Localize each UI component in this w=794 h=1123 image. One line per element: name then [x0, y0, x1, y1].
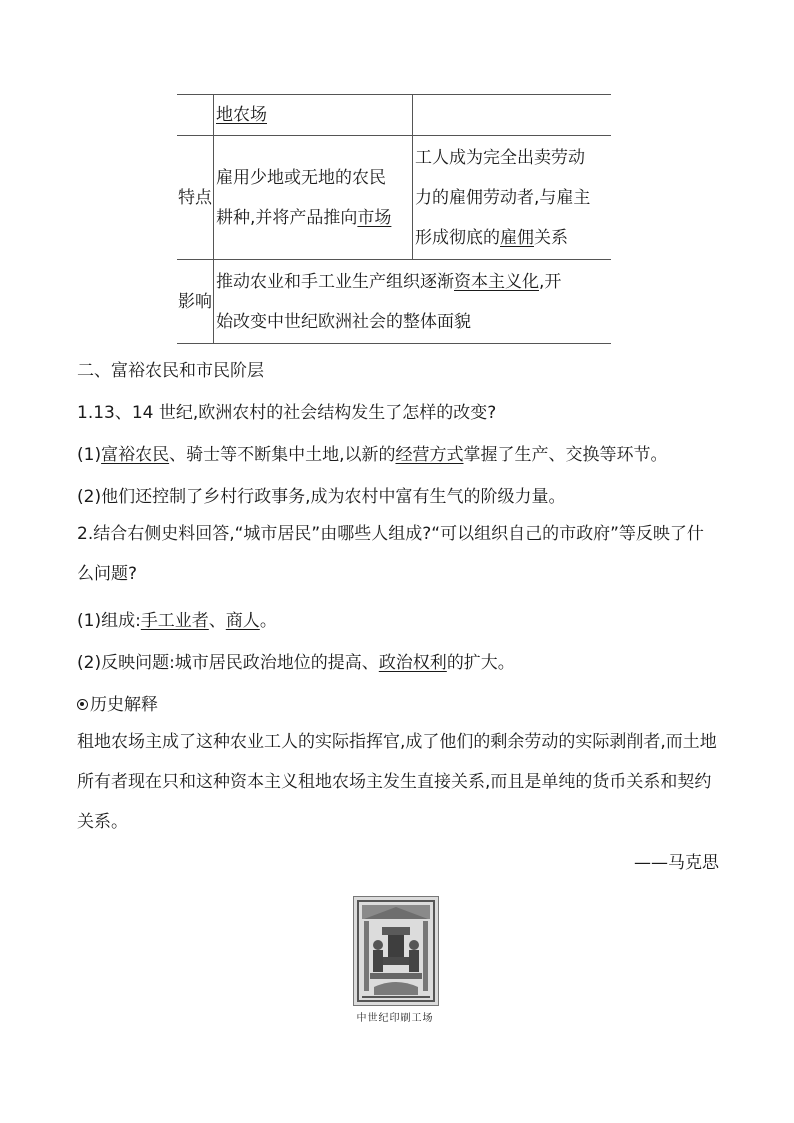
table-cell [413, 136, 612, 260]
figure-caption: 中世纪印刷工场 [356, 1013, 434, 1024]
table-cell [214, 95, 413, 136]
table-row [177, 260, 611, 344]
table-cell-label: 特点 [177, 136, 214, 260]
underlined-text: 雇佣 [500, 227, 534, 248]
answer-1-1: (1)富裕农民、骑士等不断集中土地,以新的经营方式掌握了生产、交换等环节。 [77, 445, 668, 465]
answer-2-1: (1)组成:手工业者、商人。 [77, 611, 277, 631]
underlined-text: 地农场 [216, 105, 267, 125]
table-cell-label: 影响 [177, 260, 214, 344]
table-cell [214, 136, 413, 260]
underlined-text: 政治权利 [378, 653, 447, 673]
cell-line: 耕种,并将产品推向市场 [216, 207, 392, 228]
answer-2-2: (2)反映问题:城市居民政治地位的提高、政治权利的扩大。 [77, 653, 515, 673]
table-row [177, 136, 611, 260]
printing-workshop-illustration [353, 896, 439, 1006]
table-row [177, 95, 611, 136]
quote-attribution: ——马克思 [634, 853, 719, 873]
underlined-text: 经营方式 [395, 445, 464, 465]
cell-line: 力的雇佣劳动者,与雇主 [415, 187, 591, 208]
cell-line: 推动农业和手工业生产组织逐渐资本主义化,开 [216, 271, 562, 292]
question-2: 2.结合右侧史料回答,“城市居民”由哪些人组成?“可以组织自己的市政府”等反映了什么问题? [77, 524, 704, 584]
underlined-text: 资本主义化 [454, 271, 539, 292]
underlined-text: 市场 [357, 207, 392, 228]
table-cell [214, 260, 612, 344]
comparison-table [177, 94, 611, 344]
answer-1-2: (2)他们还控制了乡村行政事务,成为农村中富有生气的阶级力量。 [77, 487, 566, 507]
underlined-text: 手工业者 [140, 611, 209, 631]
cell-line: 雇用少地或无地的农民 [216, 167, 386, 188]
table-cell-label [177, 95, 214, 136]
cell-line: 始改变中世纪欧洲社会的整体面貌 [216, 311, 471, 332]
table-cell [413, 95, 612, 136]
history-quote: 租地农场主成了这种农业工人的实际指挥官,成了他们的剩余劳动的实际剥削者,而土地所有者现在只和这种资本主义租地农场主发生直接关系,而且是单纯的货币关系和契约关系。 [77, 732, 717, 832]
engraving-image [354, 897, 438, 1005]
history-heading: 历史解释 [77, 690, 158, 715]
underlined-text: 商人 [225, 611, 260, 631]
section-heading: 二、富裕农民和市民阶层 [77, 361, 264, 381]
underlined-text: 富裕农民 [101, 445, 170, 465]
cell-line: 工人成为完全出卖劳动 [415, 147, 585, 168]
question-1: 1.13、14 世纪,欧洲农村的社会结构发生了怎样的改变? [77, 403, 497, 423]
cell-line: 形成彻底的雇佣关系 [415, 227, 568, 248]
target-bullet-icon [77, 699, 88, 710]
